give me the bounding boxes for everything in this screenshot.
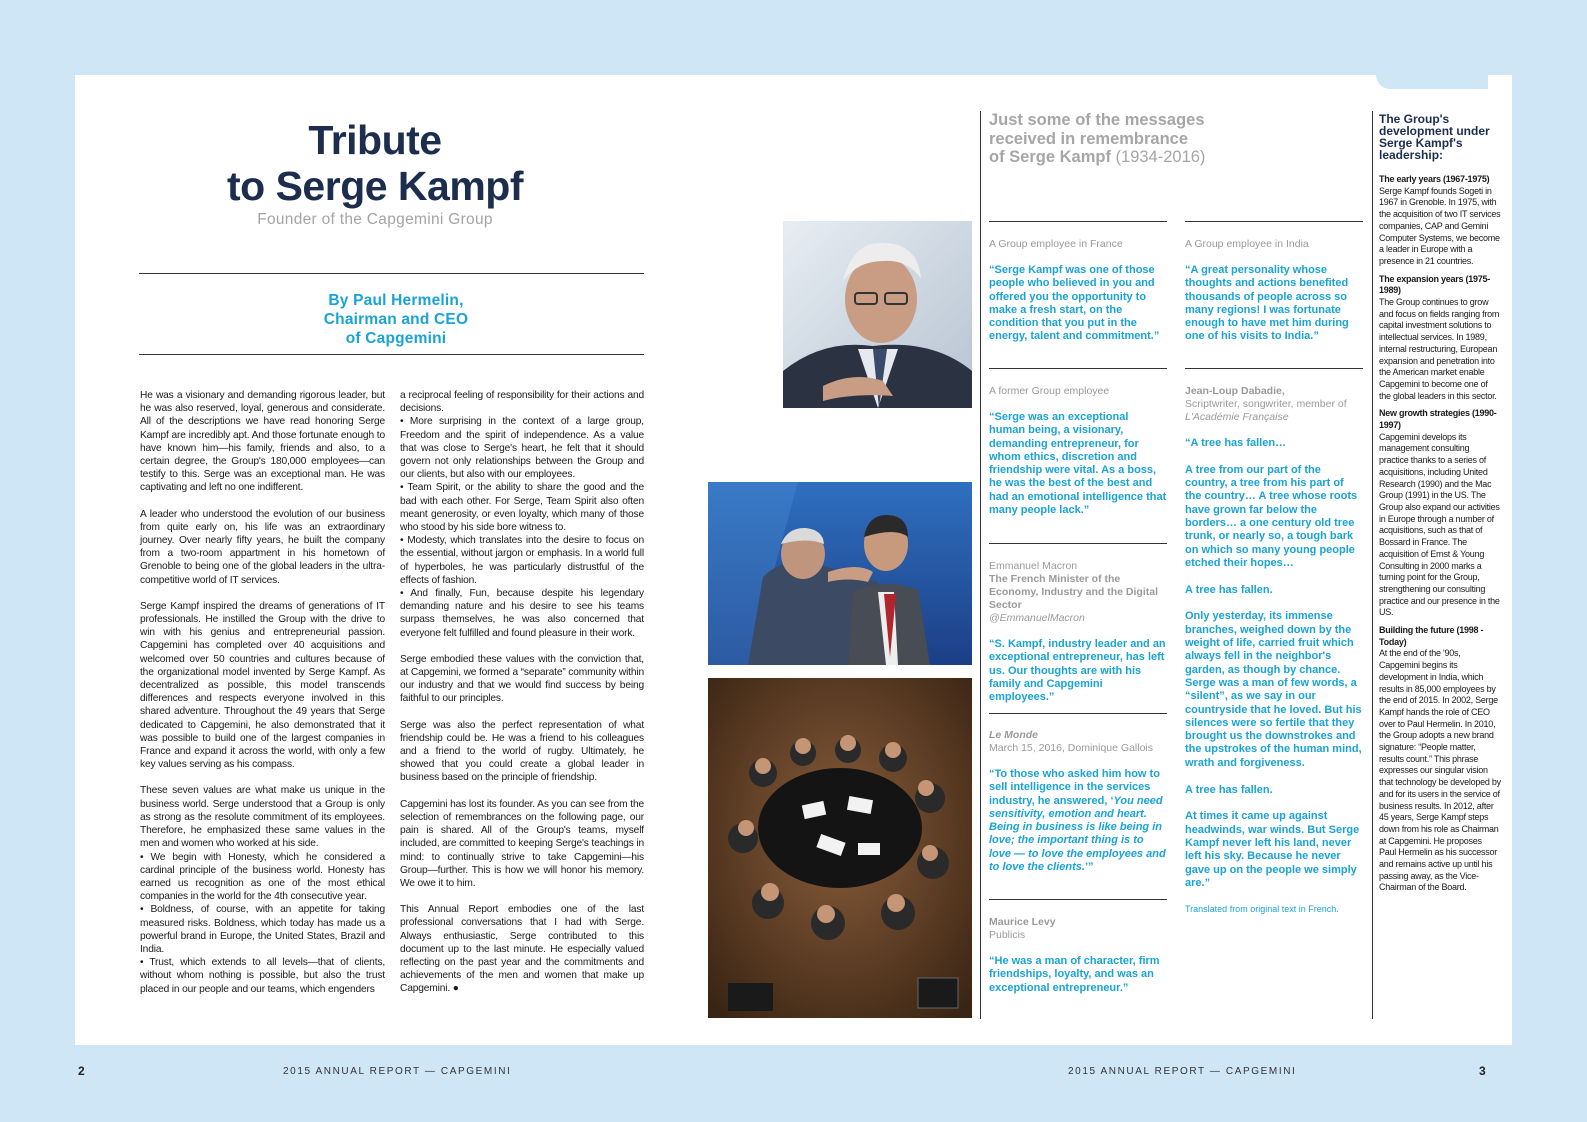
- message-divider: [989, 543, 1167, 544]
- meeting-photo: [708, 678, 972, 1018]
- body-column-right: [400, 389, 644, 1009]
- paragraph: Serge embodied these values with the conviction that, at Capgemini, we formed a “separate” community within our industry and that we would find success by being faithful to our principles.: [400, 653, 645, 705]
- body-column-left: [140, 389, 385, 996]
- sidebar-title: The Group's development under Serge Kampf's leadership:: [1379, 112, 1490, 162]
- message-quote: “Serge Kampf was one of those people who believed in you and offered you the opportunity to make a fresh start, on the condition that you put in the energy, talent and commitment.”: [989, 264, 1160, 343]
- paragraph: • More surprising in the context of a large group, Freedom and the spirit of independence. As a value that was close to Serge's heart, he felt that it should govern not only relationships between the Group and our clients, but also with our employees.: [400, 416, 644, 481]
- message-le-monde: [989, 729, 1167, 874]
- message-source: Maurice Levy Publicis: [989, 916, 1056, 941]
- byline: By Paul Hermelin, Chairman and CEO of Capgemini: [323, 292, 469, 347]
- paragraph: • Team Spirit, or the ability to share the good and the bad with each other. For Serge, Team Spirit also often meant generosity, or even loyalty, which many of those who stood by his side bore witness to.: [400, 482, 644, 534]
- message-divider: [989, 899, 1167, 900]
- message-divider: [989, 221, 1167, 222]
- message-source: A former Group employee: [989, 385, 1110, 397]
- sidebar-text: The Group continues to grow and focus on fields ranging from capital investment solutions to intellectual services. In 1989, internal restructuring, European expansion and penetration into the American market enable Capgemini to become one of the global leaders in this sector.: [1379, 297, 1500, 401]
- spread-content: [75, 75, 1512, 1045]
- paragraph: • Boldness, of course, with an appetite for taking measured risks. Boldness, which today has made us a powerful brand in Europe, the United States, Brazil and India.: [140, 904, 385, 955]
- page-number-right: 3: [1479, 1064, 1486, 1078]
- paragraph: • We begin with Honesty, which he considered a cardinal principle of the business world. Honesty has earned us recognition as one of the most ethical companies in the world for the 4th consecutive year.: [140, 851, 385, 903]
- sidebar-text: Capgemini develops its management consulting practice thanks to a series of acquisitions, including United Research (1990) and the Mac Group (1991) in the US. The Group also expand our activities in Europe through a number of acquisitions, such as that of Bossard in France. The acquisition of Ernst & Young Consulting in 2000 marks a turning point for the Group, strengthening our consulting practice and our presence in the US.: [1379, 431, 1500, 618]
- portrait-photo: [783, 221, 972, 408]
- paragraph: A leader who understood the evolution of our business from quite early on, his life was an extraordinary journey. Over nearly fifty years, he built the company from a two-room appartment in his hometown of Grenoble to being one of the global leaders in the ultra-competitive world of IT services.: [140, 508, 385, 586]
- footer-right: 2015 ANNUAL REPORT — CAPGEMINI: [1068, 1066, 1297, 1077]
- message-divider: [1185, 221, 1363, 222]
- paragraph: These seven values are what make us unique in the business world. Serge understood that a Group is only as strong as the resolute commitment of its employees. Therefore, he emphasized these same values in the men and women who worked at his side.: [140, 785, 385, 850]
- page-number-left: 2: [78, 1064, 85, 1078]
- paragraph: • Modesty, which translates into the desire to focus on the essential, without jargon or emphasis. In a world full of hyperboles, he was particularly distrustful of the effects of fashion.: [400, 535, 644, 586]
- message-source: Le Monde March 15, 2016, Dominique Gallois: [989, 729, 1154, 754]
- message-source: Emmanuel Macron The French Minister of the Economy, Industry and the Digital Sector @EmmanuelMacron: [989, 560, 1158, 624]
- divider-bottom: [139, 354, 644, 355]
- translation-note: Translated from original text in French.: [1185, 903, 1339, 914]
- message-divider: [1185, 368, 1363, 369]
- timeline-sidebar: [1379, 113, 1501, 900]
- message-quote: “He was a man of character, firm friendships, loyalty, and was an exceptional entrepreneur.”: [989, 955, 1160, 994]
- footer-left: 2015 ANNUAL REPORT — CAPGEMINI: [283, 1066, 512, 1077]
- sidebar-heading: New growth strategies (1990-1997): [1379, 408, 1497, 431]
- paragraph: • Trust, which extends to all levels—that of clients, without whom nothing is possible, but also the trust placed in our people and our teams, which engenders: [140, 957, 385, 995]
- paragraph: • And finally, Fun, because despite his legendary demanding nature and his desire to see his teams surpass themselves, he was also concerned that everyone felt fulfilled and found pleasure in their work.: [400, 588, 644, 639]
- message-divider: [989, 368, 1167, 369]
- message-macron: [989, 560, 1167, 704]
- sidebar-rule: [1372, 111, 1373, 1019]
- sidebar-heading: The early years (1967-1975): [1379, 174, 1490, 184]
- divider-top: [139, 273, 644, 274]
- message-quote: “S. Kampf, industry leader and an exceptional entrepreneur, has left us. Our thoughts are with his family and Capgemini employees.”: [989, 638, 1166, 704]
- message-employee-india: [1185, 238, 1363, 344]
- message-employee-france: [989, 238, 1167, 344]
- message-quote: “A tree has fallen… A tree from our part of the country, a tree from his part of the country… A tree whose roots have grown far below the borders… a one century old tree trunk, or nearly so, a tough bark on which so many young people etched their hopes… A tree has fallen. Only yesterday, its immense branches, weighed down by the weight of life, carried fruit which always fell in the neighbor's garden, as though by chance. Serge was a man of few words, a “silent”, as we say in our countryside that he loved. But his silences were so fertile that they brought us the downstrokes and the upstrokes of the human mind, wrath and forgiveness. A tree has fallen. At times it came up against headwinds, war winds. But Serge Kampf never left his land, never left his sky. Because he never gave up on the people we simply are.”: [1185, 437, 1362, 889]
- message-dabadie: [1185, 385, 1363, 914]
- message-quote: “Serge was an exceptional human being, a visionary, demanding entrepreneur, for whom ethics, discretion and friendship were vital. As a boss, he was the best of the best and had an emotional intelligence that many people lack.”: [989, 411, 1167, 517]
- sidebar-heading: The expansion years (1975-1989): [1379, 273, 1491, 296]
- column-rule: [980, 111, 981, 1019]
- paragraph: Serge Kampf inspired the dreams of generations of IT professionals. He instilled the Group with the drive to win with his genius and entrepreneurial passion. Capgemini has completed over 40 acquisitions and welcomed over 50 countries and cultures because of the organizational model invented by Serge Kampf. As decentralized as possible, this model transcends differences and respects everyone involved in this shared adventure. Throughout the 49 years that Serge dedicated to Capgemini, he also demonstrated that it was possible to build one of the largest companies in France and expand it across the world, with only a few key values serving as his compass.: [140, 600, 385, 771]
- paragraph: He was a visionary and demanding rigorous leader, but he was also reserved, loyal, generous and considerate. All of the descriptions we have read honoring Serge Kampf are incredibly apt. And those fortunate enough to have known him—his family, friends and also, to a certain degree, the Group's 180,000 employees—can testify to this. Serge was an exceptional man. He was captivating and left no one indifferent.: [140, 390, 385, 494]
- message-quote: “To those who asked him how to sell intelligence in the services industry, he answered, ‘You need sensitivity, emotion and heart. Being in business is like being in love; the important thing is to love — to love the employees and to love the clients.’”: [989, 768, 1166, 874]
- message-former-employee: [989, 385, 1167, 517]
- embrace-photo: [708, 482, 972, 665]
- message-maurice-levy: [989, 916, 1167, 995]
- sidebar-heading: Building the future (1998 - Today): [1379, 625, 1484, 647]
- message-quote: “A great personality whose thoughts and actions benefited thousands of people across so many regions! I was fortunate enough to have met him during one of his visits to India.”: [1185, 264, 1349, 343]
- message-source: A Group employee in France: [989, 238, 1123, 250]
- messages-heading: Just some of the messages received in remembrance of Serge Kampf (1934-2016): [989, 111, 1206, 166]
- paragraph: Serge was also the perfect representation of what friendship could be. He was a friend to his colleagues and a friend to the world of rugby. Ultimately, he showed that you could create a global leader in business based on the principle of friendship.: [400, 719, 644, 784]
- message-source: Jean-Loup Dabadie, Scriptwriter, songwriter, member of L'Académie Française: [1185, 385, 1347, 423]
- page-subtitle: Founder of the Capgemini Group: [257, 211, 493, 228]
- sidebar-text: Serge Kampf founds Sogeti in 1967 in Grenoble. In 1975, with the acquisition of two IT services companies, CAP and Gemini Computer Systems, we become a leader in Europe with a presence in 21 countries.: [1379, 185, 1501, 266]
- message-divider: [989, 713, 1167, 714]
- message-source: A Group employee in India: [1185, 238, 1309, 250]
- page-title: Tribute to Serge Kampf: [227, 117, 523, 209]
- paragraph: Capgemini has lost its founder. As you can see from the selection of remembrances on the following page, our pain is shared. All of the Group's teams, myself included, are committed to keeping Serge's teachings in mind: to continually strive to take Capgemini—his Group—further. This is how we will honor his memory. We owe it to him.: [400, 798, 645, 889]
- paragraph: This Annual Report embodies one of the last professional conversations that I had with Serge. Always enthusiastic, Serge contributed to this document up to the last minute. He especially valued reflecting on the past year and the commitments and achievements of the men and women that make up Capgemini. ●: [400, 904, 644, 995]
- paragraph: a reciprocal feeling of responsibility for their actions and decisions.: [400, 390, 644, 415]
- sidebar-text: At the end of the '90s, Capgemini begins its development in India, which results in 85,000 employees by the end of 2015. In 2002, Serge Kampf hands the role of CEO over to Paul Hermelin. In 2010, the Group adopts a new brand signature: “People matter, results count.” This phrase expresses our singular vision that technology be developed by and for its users in the service of business results. In 2012, after 45 years, Serge Kampf steps down from his role as Chairman at Capgemini. He proposes Paul Hermelin as his successor and remains active up until his passing away, as the Vice-Chairman of the Board.: [1379, 648, 1501, 893]
